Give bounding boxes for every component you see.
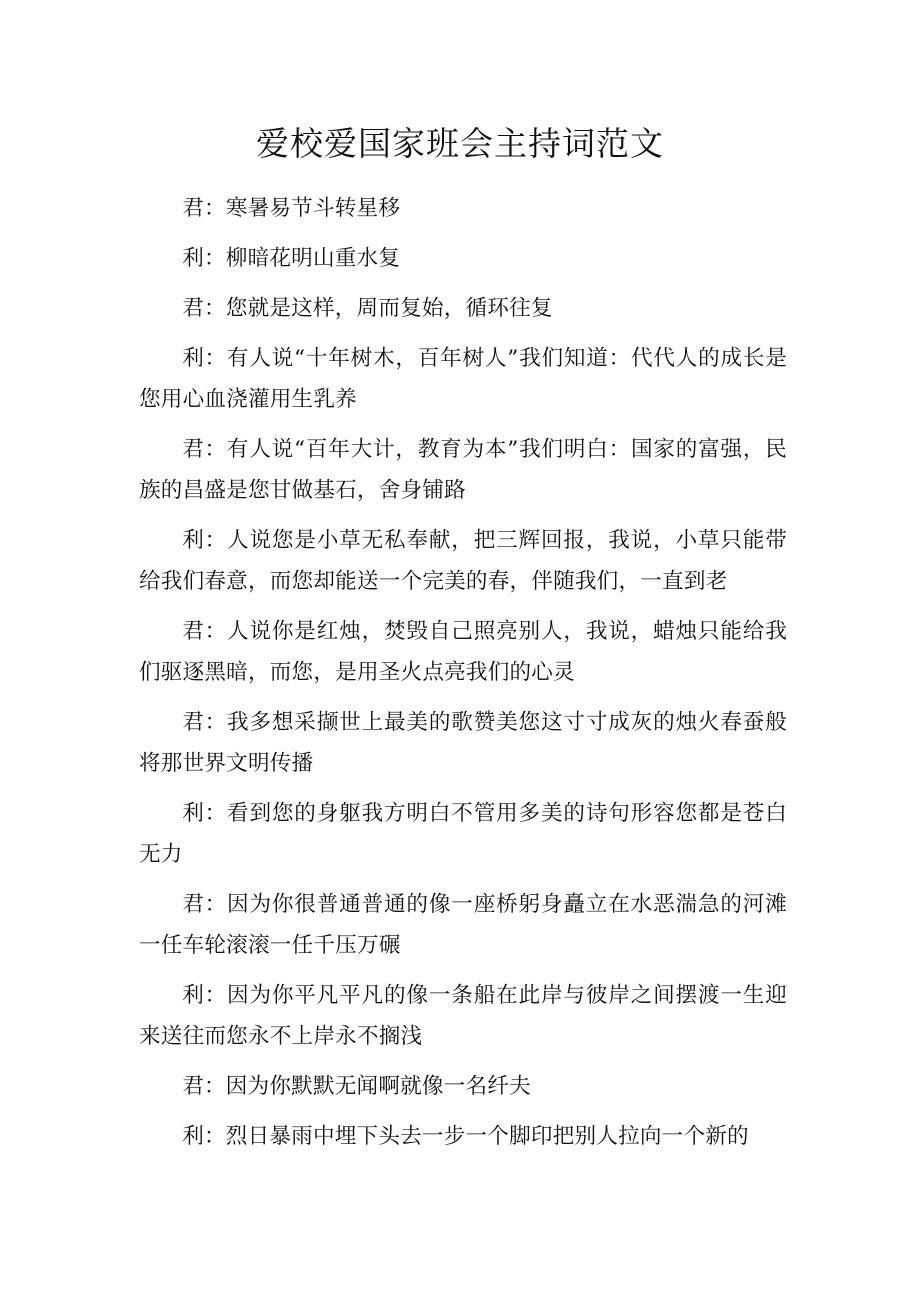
- paragraph: 君：有人说“百年大计，教育为本”我们明白：国家的富强，民族的昌盛是您甘做基石，舍身铺路: [139, 437, 787, 503]
- paragraph: 君：寒暑易节斗转星移: [182, 196, 401, 221]
- paragraph: 君：我多想采撷世上最美的歌赞美您这寸寸成灰的烛火春蚕般将那世界文明传播: [139, 710, 787, 776]
- paragraph: 君：因为你默默无闻啊就像一名纤夫: [182, 1074, 531, 1099]
- document-body: [139, 188, 787, 1166]
- paragraph: 君：因为你很普通普通的像一座桥躬身矗立在水恶湍急的河滩一任车轮滚滚一任千压万碾: [139, 892, 787, 958]
- paragraph: 利：柳暗花明山重水复: [182, 246, 401, 271]
- paragraph: 利：有人说“十年树木，百年树人”我们知道：代代人的成长是您用心血浇灌用生乳养: [139, 346, 787, 412]
- paragraph: 利：看到您的身躯我方明白不管用多美的诗句形容您都是苍白无力: [139, 801, 787, 867]
- paragraph: 君：您就是这样，周而复始，循环往复: [182, 296, 553, 321]
- paragraph: 君：人说你是红烛，焚毁自己照亮别人，我说，蜡烛只能给我们驱逐黑暗，而您，是用圣火点亮我们的心灵: [139, 619, 787, 685]
- paragraph: 利：因为你平凡平凡的像一条船在此岸与彼岸之间摆渡一生迎来送往而您永不上岸永不搁浅: [139, 983, 787, 1049]
- paragraph: 利：烈日暴雨中埋下头去一步一个脚印把别人拉向一个新的: [182, 1124, 749, 1149]
- paragraph: 利：人说您是小草无私奉献，把三辉回报，我说，小草只能带给我们春意，而您却能送一个完美的春，伴随我们，一直到老: [139, 528, 787, 594]
- document-title: 爱校爱国家班会主持词范文: [256, 124, 664, 163]
